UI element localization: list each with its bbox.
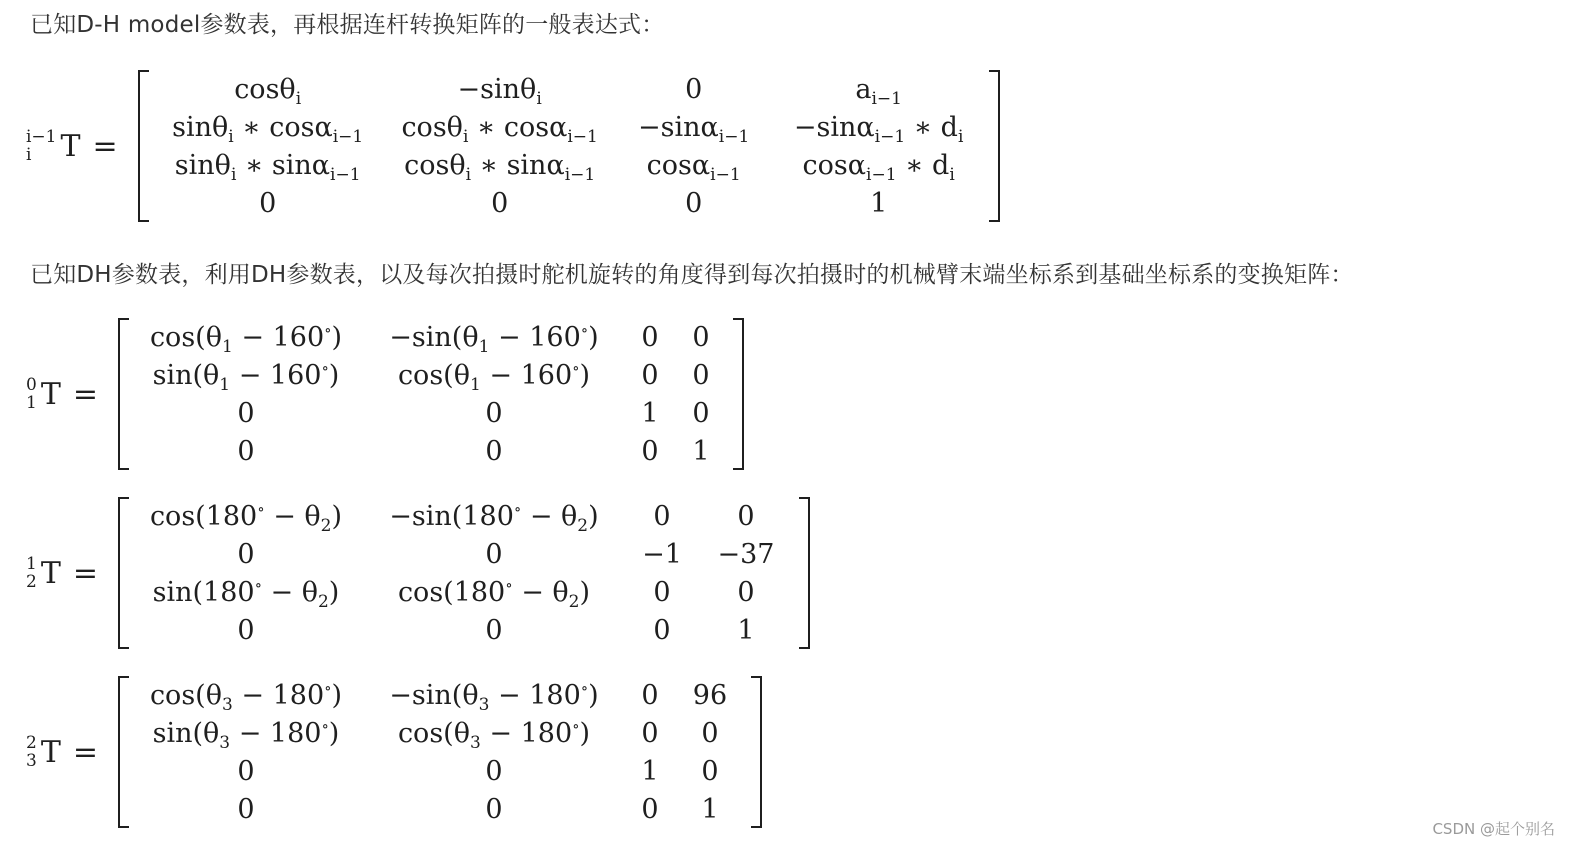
matrix-left-bracket — [138, 70, 149, 222]
t12-equation — [26, 497, 810, 649]
t01-equation — [26, 318, 744, 470]
t12-lhs — [26, 555, 112, 591]
t12-symbol: T — [40, 555, 61, 591]
t23-sup: 2 — [26, 733, 37, 753]
t01-sub: 1 — [26, 393, 37, 413]
t01-equals: = — [72, 376, 98, 412]
t12-matrix: $\cos(180^\circ - \theta_2)$ $-\sin(180^\circ - \theta_2)$ 0 0 0 0 −1 −37 $\sin(180^\circ - \theta_2)$ $\cos(180^\circ - \theta_2)$ 0 0 0 0 0 1 — [118, 497, 810, 649]
t01-matrix: $\cos(\theta_1 - 160^\circ)$ $-\sin(\theta_1 - 160^\circ)$ 0 0 $\sin(\theta_1 - 160^\circ)$ $\cos(\theta_1 - 160^\circ)$ 0 0 0 0 1 0 0 0 0 1 — [118, 318, 744, 470]
intro-text-1: 已知D-H model参数表，再根据连杆转换矩阵的一般表达式： — [30, 12, 665, 38]
t23-equals: = — [72, 734, 98, 770]
matrix-right-bracket — [733, 318, 744, 470]
general-sub: i — [26, 145, 32, 165]
t23-matrix: $\cos(\theta_3 - 180^\circ)$ $-\sin(\theta_3 - 180^\circ)$ 0 96 $\sin(\theta_3 - 180^\circ)$ $\cos(\theta_3 - 180^\circ)$ 0 0 0 0 1 0 0 0 0 1 — [118, 676, 762, 828]
t12-sup: 1 — [26, 554, 37, 574]
t23-equation — [26, 676, 762, 828]
csdn-watermark: CSDN @起个别名 — [1432, 820, 1555, 838]
general-equals: = — [92, 128, 118, 164]
general-symbol: T — [60, 128, 81, 164]
matrix-right-bracket — [751, 676, 762, 828]
general-transform-lhs — [26, 128, 132, 164]
matrix-right-bracket — [989, 70, 1000, 222]
t12-sub: 2 — [26, 572, 37, 592]
general-transform-equation — [26, 70, 1000, 222]
intro-text-2: 已知DH参数表，利用DH参数表，以及每次拍摄时舵机旋转的角度得到每次拍摄时的机械臂末端坐标系到基础坐标系的变换矩阵： — [30, 262, 1354, 288]
general-sup: i−1 — [26, 127, 57, 147]
matrix-right-bracket — [799, 497, 810, 649]
general-matrix: cosθ$_i$ −sinθ$_i$ 0 $a_{i-1}$ sinθ$_i$ ∗ cosα$_{i-1}$ cosθ$_i$ ∗ cosα$_{i-1}$ −sinα$_{i-1}$ −sinα$_{i-1}$ ∗ $d_i$ sinθ$_i$ ∗ sinα$_{i-1}$ cosθ$_i$ ∗ sinα$_{i-1}$ cosα$_{i-1}$ cosα$_{i-1}$ ∗ $d_i$ 0 0 0 1 — [138, 70, 1000, 222]
matrix-left-bracket — [118, 318, 129, 470]
matrix-left-bracket — [118, 676, 129, 828]
t23-lhs — [26, 734, 112, 770]
t23-sub: 3 — [26, 751, 37, 771]
t12-equals: = — [72, 555, 98, 591]
t01-symbol: T — [40, 376, 61, 412]
t01-lhs — [26, 376, 112, 412]
t01-sup: 0 — [26, 375, 37, 395]
t23-symbol: T — [40, 734, 61, 770]
matrix-left-bracket — [118, 497, 129, 649]
